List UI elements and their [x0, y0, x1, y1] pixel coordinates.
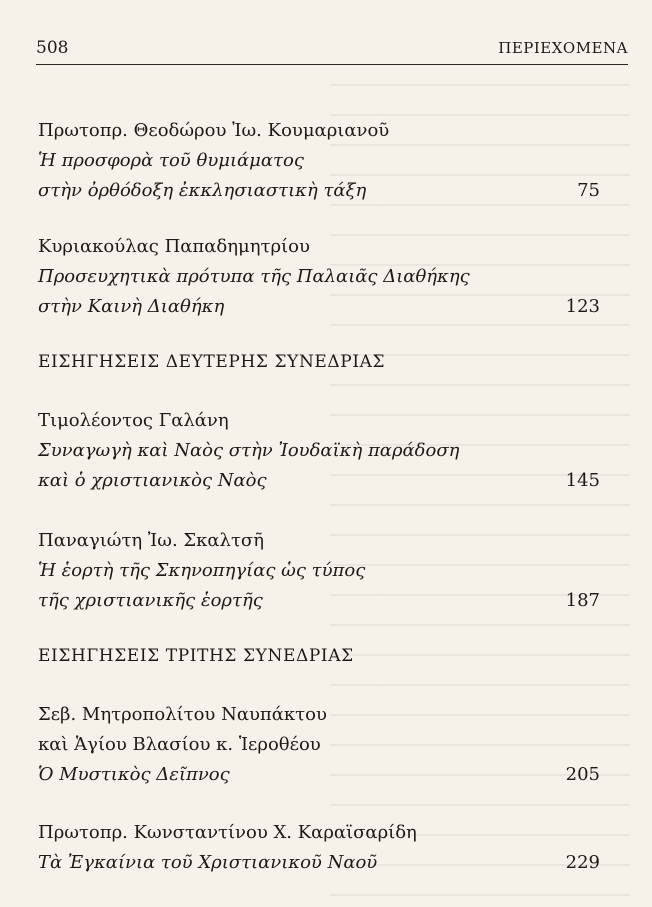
- entry-page-number: 75: [577, 180, 600, 201]
- entry-author: καὶ Ἁγίου Βλασίου κ. Ἱεροθέου: [38, 734, 321, 755]
- entry-title-line: Προσευχητικὰ πρότυπα τῆς Παλαιᾶς Διαθήκης: [38, 266, 470, 287]
- entry-title-line: Συναγωγὴ καὶ Ναὸς στὴν Ἰουδαϊκὴ παράδοση: [38, 440, 460, 461]
- toc-entry: [38, 526, 600, 616]
- section-heading-second-session: ΕΙΣΗΓΗΣΕΙΣ ΔΕΥΤΕΡΗΣ ΣΥΝΕΔΡΙΑΣ: [38, 352, 386, 372]
- entry-author: Κυριακούλας Παπαδημητρίου: [38, 236, 310, 257]
- entry-title-line: Ἡ προσφορὰ τοῦ θυμιάματος: [38, 150, 304, 171]
- entry-title-line: τῆς χριστιανικῆς ἑορτῆς: [38, 590, 263, 611]
- entry-page-number: 205: [565, 764, 600, 785]
- running-head: ΠΕΡΙΕΧΟΜΕΝΑ: [498, 39, 628, 57]
- entry-author: Πρωτοπρ. Κωνσταντίνου Χ. Καραϊσαρίδη: [38, 822, 417, 843]
- page-header: [36, 36, 628, 65]
- entry-page-number: 187: [565, 590, 600, 611]
- toc-entry: [38, 406, 600, 496]
- toc-entry: [38, 700, 600, 790]
- entry-author: Πρωτοπρ. Θεοδώρου Ἰω. Κουμαριανοῦ: [38, 120, 390, 141]
- section-heading-third-session: ΕΙΣΗΓΗΣΕΙΣ ΤΡΙΤΗΣ ΣΥΝΕΔΡΙΑΣ: [38, 646, 354, 666]
- entry-author: Παναγιώτη Ἰω. Σκαλτσῆ: [38, 530, 264, 551]
- page-number: 508: [36, 38, 69, 58]
- entry-title-line: στὴν ὀρθόδοξη ἐκκλησιαστικὴ τάξη: [38, 180, 367, 201]
- toc-entry: [38, 818, 600, 878]
- entry-author: Τιμολέοντος Γαλάνη: [38, 410, 229, 431]
- entry-page-number: 145: [565, 470, 600, 491]
- entry-title-line: Ἡ ἑορτὴ τῆς Σκηνοπηγίας ὡς τύπος: [38, 560, 366, 581]
- entry-title-line: καὶ ὁ χριστιανικὸς Ναὸς: [38, 470, 267, 491]
- entry-page-number: 123: [565, 296, 600, 317]
- toc-entry: [38, 232, 600, 322]
- entry-title-line: Τὰ Ἐγκαίνια τοῦ Χριστιανικοῦ Ναοῦ: [38, 852, 378, 873]
- toc-entry: [38, 116, 600, 206]
- entry-author: Σεβ. Μητροπολίτου Ναυπάκτου: [38, 704, 327, 725]
- entry-title-line: Ὁ Μυστικὸς Δεῖπνος: [38, 764, 230, 785]
- entry-title-line: στὴν Καινὴ Διαθήκη: [38, 296, 225, 317]
- entry-page-number: 229: [565, 852, 600, 873]
